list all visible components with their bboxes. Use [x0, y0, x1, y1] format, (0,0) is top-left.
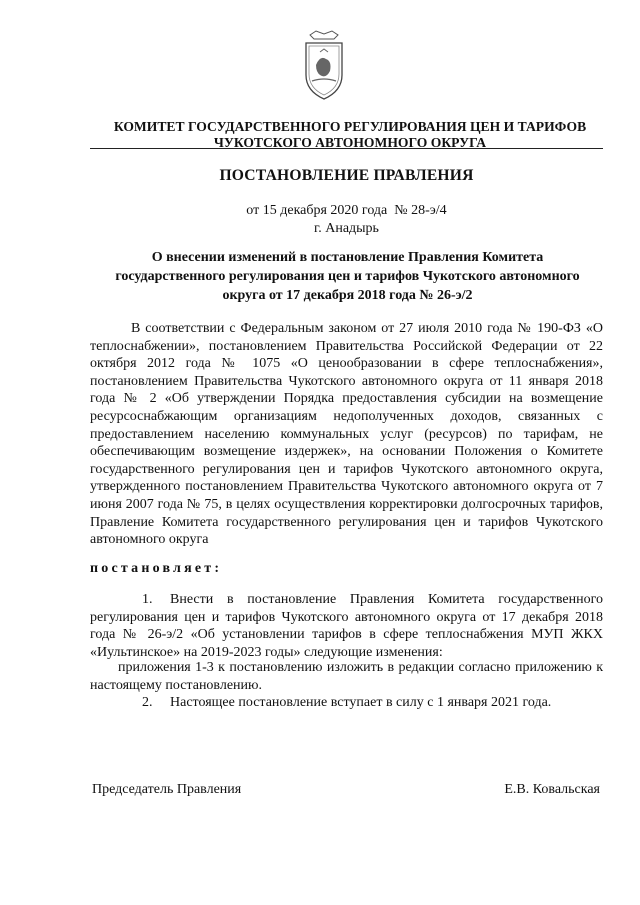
subject-line-1: О внесении изменений в постановление Правления Комитета [151, 250, 544, 265]
item-1-number: 1. [142, 592, 153, 607]
signatory-name: Е.В. Ковальская [504, 782, 600, 797]
item-1-subparagraph: приложения 1-3 к постановлению изложить в редакции согласно приложению к настоящему постановлению. [90, 660, 603, 693]
subject-line-2: государственного регулирования цен и тарифов Чукотского автономного [115, 269, 580, 284]
item-1 [90, 591, 603, 661]
header-divider [90, 148, 603, 149]
document-subject [115, 248, 580, 305]
city: г. Анадырь [314, 221, 379, 236]
document-type: ПОСТАНОВЛЕНИЕ ПРАВЛЕНИЯ [219, 167, 474, 184]
resolve-word: постановляет: [90, 561, 223, 576]
coat-of-arms-icon [302, 25, 346, 107]
org-line-2: ЧУКОТСКОГО АВТОНОМНОГО ОКРУГА [213, 135, 487, 150]
org-line-1: КОМИТЕТ ГОСУДАРСТВЕННОГО РЕГУЛИРОВАНИЯ ЦЕН И ТАРИФОВ [113, 119, 587, 134]
organization-name [90, 119, 610, 151]
item-1-text: Внести в постановление Правления Комитета государственного регулирования цен и тарифов Чукотского автономного округа от 17 декабря 2018 года № 26-э/2 «Об установлении тарифов в сфере теплоснабжения МУП ЖКХ «Иультинское» на 2019-2023 годы» следующие изменения: [90, 592, 603, 660]
item-2 [90, 694, 603, 712]
preamble-paragraph: В соответствии с Федеральным законом от 27 июля 2010 года № 190-ФЗ «О теплоснабжении», постановлением Правительства Российской Федерации от 22 октября 2012 года № 1075 «О ценообразовании в сфере теплоснабжения», постановлением Правительства Чукотского автономного округа от 11 января 2018 года № 2 «Об утверждении Порядка предоставления субсидии на возмещение ресурсоснабжающим организациям недополученных доходов, связанных с предоставлением населению коммунальных услуг (ресурсов) по тарифам, не обеспечивающим возмещение издержек», на основании Положения о Комитете государственного регулирования цен и тарифов Чукотского автономного округа, утвержденного постановлением Правительства Чукотского автономного округа от 7 июня 2007 года № 75, в целях осуществления корректировки долгосрочных тарифов, Правление Комитета государственного регулирования цен и тарифов Чукотского автономного округа [90, 321, 603, 548]
date-and-number: от 15 декабря 2020 года № 28-э/4 [246, 203, 447, 218]
subject-line-3: округа от 17 декабря 2018 года № 26-э/2 [222, 288, 473, 303]
item-2-text: Настоящее постановление вступает в силу с 1 января 2021 года. [170, 695, 552, 710]
item-2-number: 2. [142, 695, 153, 710]
signatory-title: Председатель Правления [92, 782, 242, 797]
